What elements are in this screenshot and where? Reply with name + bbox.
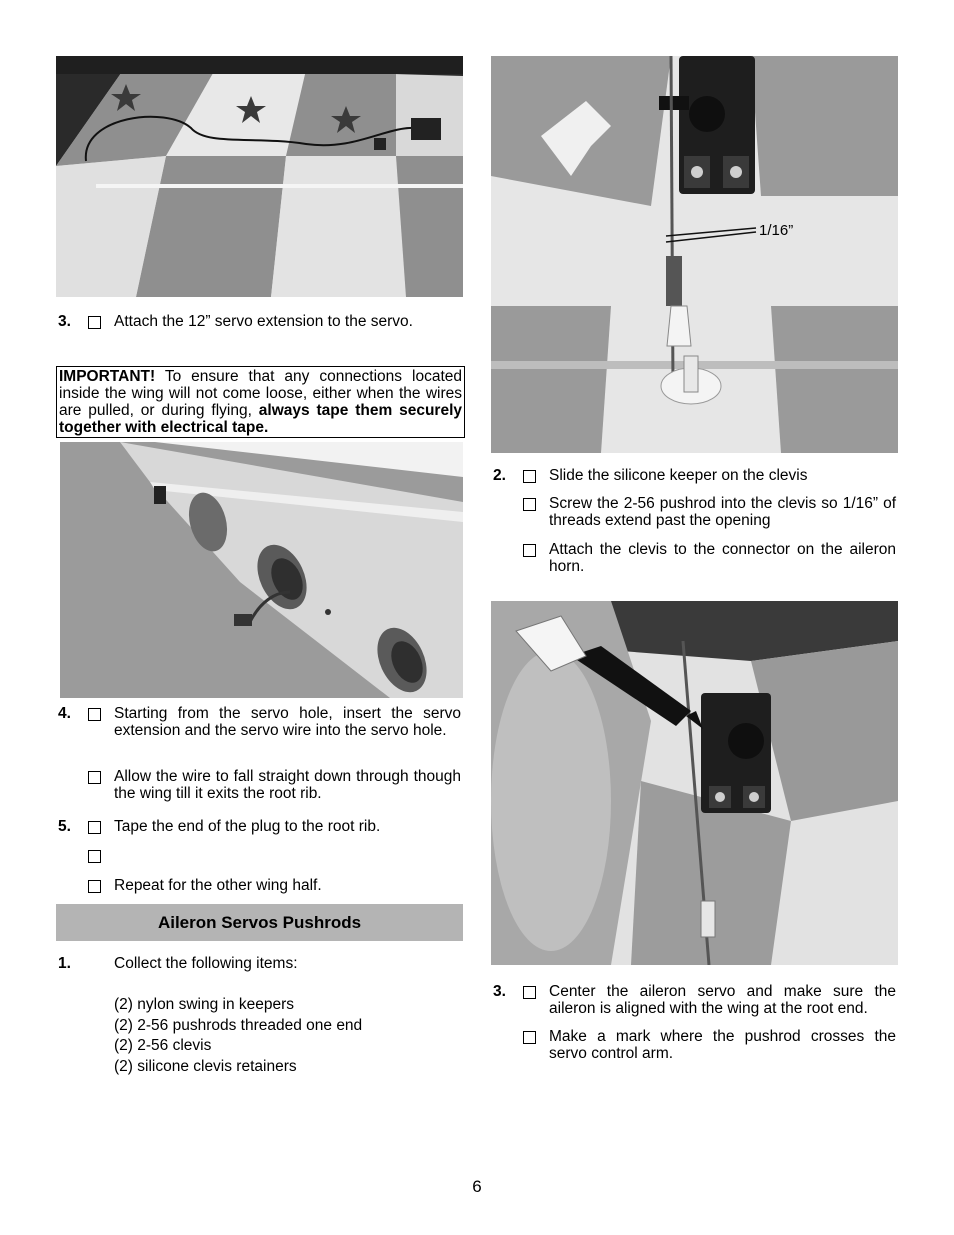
important-text: To ensure that any connections located inside the wing will not come loose, either when the wires are pulled, or during flying, <box>59 368 462 419</box>
step-text: Repeat for the other wing half. <box>114 877 322 894</box>
step-3-right-sub <box>493 1028 898 1064</box>
step-number: 1. <box>58 955 71 972</box>
step-number: 3. <box>58 313 71 330</box>
wing-root-rib-photo <box>60 442 463 698</box>
step-text: Screw the 2-56 pushrod into the clevis so 1/16” of threads extend past the opening <box>549 495 896 529</box>
step-number: 4. <box>58 705 71 722</box>
list-item: (2) 2-56 clevis <box>114 1037 212 1054</box>
measurement-callout: 1/16” <box>759 222 794 239</box>
step-4-sub <box>58 768 463 804</box>
checkbox[interactable] <box>88 821 101 834</box>
step-3-right <box>493 983 898 1019</box>
checkbox[interactable] <box>523 986 536 999</box>
checkbox[interactable] <box>523 1031 536 1044</box>
list-item: (2) silicone clevis retainers <box>114 1058 297 1075</box>
step-text: Collect the following items: <box>114 955 298 972</box>
step-text: Starting from the servo hole, insert the servo extension and the servo wire into the servo hole. <box>114 705 461 739</box>
checkbox[interactable] <box>523 544 536 557</box>
step-5 <box>58 818 463 838</box>
important-emphasis: always tape them securely together with electrical tape. <box>59 402 463 436</box>
checkbox[interactable] <box>88 708 101 721</box>
step-2-sub-1 <box>493 495 898 531</box>
list-item: (2) nylon swing in keepers <box>114 996 295 1013</box>
list-item: (2) 2-56 pushrods threaded one end <box>114 1017 363 1034</box>
step-number: 2. <box>493 467 506 484</box>
step-text: Make a mark where the pushrod crosses the servo control arm. <box>549 1028 896 1062</box>
checkbox[interactable] <box>523 470 536 483</box>
step-1 <box>58 955 463 975</box>
checkbox[interactable] <box>88 771 101 784</box>
step-text: Tape the end of the plug to the root rib. <box>114 818 381 835</box>
checkbox[interactable] <box>88 316 101 329</box>
marking-pushrod-photo <box>491 601 898 965</box>
step-text: Slide the silicone keeper on the clevis <box>549 467 808 484</box>
step-5-empty <box>58 847 463 867</box>
step-text: Allow the wire to fall straight down through though the wing till it exits the root rib. <box>114 768 461 802</box>
step-2-sub-2 <box>493 541 898 577</box>
wing-servo-extension-photo <box>56 56 463 297</box>
step-text: Attach the clevis to the connector on the aileron horn. <box>549 541 896 575</box>
step-text: Center the aileron servo and make sure the aileron is aligned with the wing at the root end. <box>549 983 896 1017</box>
step-2 <box>493 467 898 487</box>
important-label: IMPORTANT! <box>59 368 156 385</box>
step-text: Attach the 12” servo extension to the servo. <box>114 313 413 330</box>
important-note <box>56 366 465 438</box>
servo-clevis-photo <box>491 56 898 453</box>
step-5-repeat <box>58 877 463 897</box>
page-number: 6 <box>472 1177 482 1196</box>
step-4 <box>58 705 463 759</box>
checkbox[interactable] <box>88 850 101 863</box>
section-heading: Aileron Servos Pushrods <box>56 904 463 941</box>
checkbox[interactable] <box>88 880 101 893</box>
step-number: 5. <box>58 818 71 835</box>
step-3-left <box>58 313 463 333</box>
checkbox[interactable] <box>523 498 536 511</box>
step-number: 3. <box>493 983 506 1000</box>
